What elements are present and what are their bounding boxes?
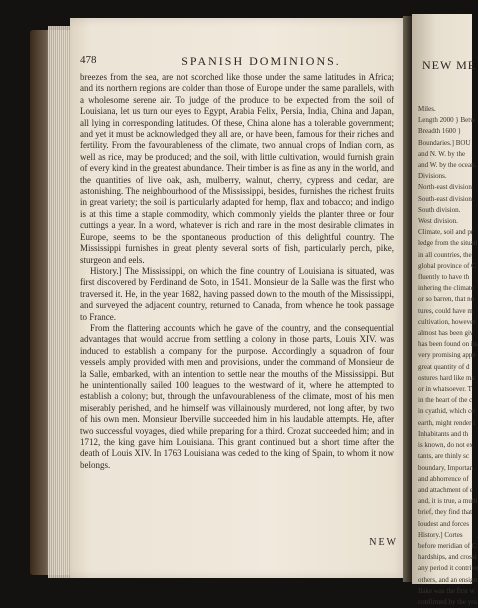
right-page-line: North-east division. — [418, 183, 474, 192]
right-page-line: loudest and forces — [418, 519, 469, 528]
right-page-line: tants, are thinly sc — [418, 452, 469, 461]
right-page-line: West division. — [418, 217, 458, 226]
right-page-line: in cyathid, which co — [418, 407, 475, 416]
left-page — [70, 18, 408, 578]
right-page-line: cultivation, however — [418, 317, 476, 326]
right-page-line: in the heart of the c — [418, 396, 473, 405]
paragraph-colonization: From the flattering accounts which he gave of the country, and the consequential advantages that would accrue from settling a colony in those parts, Louis XIV. was induced to establish a company for the purpose. Accordingly a squadron of four vessels amply provided with men and provisions, under the command of Monsieur de la Salle, embarked, with an intention to settle near the mouths of the Mississippi. But he unintentionally sailed 100 leagues to the westward of it, where he attempted to establish a colony; but, through the unfavourableness of the climate, most of his men miserably perished, and he himself was villainously murdered, not long after, by two of his own men. Monsieur Iberville succeeded him in his laudable attempts. He, after two successful voyages, died while preparing for a third. Crozat succeeded him; and in 1712, the king gave him Louisiana. This grant continued but a short time after the death of Louis XIV. In 1763 Louisiana was ceded to the king of Spain, to whom it now belongs. — [80, 322, 394, 470]
right-page-line: hardships, and crossi — [418, 553, 477, 562]
right-page-line: or in whatsoever. T — [418, 385, 472, 394]
right-page-line: inhering the climate — [418, 284, 474, 293]
right-page-line: South-east division. — [418, 194, 474, 203]
right-page-text — [418, 104, 478, 608]
right-page-line: and W. by the ocean. — [418, 161, 477, 170]
right-page-line: and abhorrence of — [418, 474, 469, 483]
right-running-title: NEW ME — [422, 58, 477, 72]
right-page-line: Miles. — [418, 105, 436, 113]
right-page-line: and attachment of e — [418, 485, 474, 494]
page-number: 478 — [80, 54, 97, 66]
right-page-line: brief, they find that — [418, 508, 473, 517]
right-page-line: Breadth 1600 } — [418, 127, 462, 136]
right-page-line: fluently to have th — [418, 273, 470, 282]
body-text — [80, 72, 394, 471]
catchword: NEW — [369, 537, 398, 548]
right-page-line: Divisions. — [418, 172, 447, 181]
right-page-line: and, it is true, a multi — [418, 497, 478, 506]
right-page-line: History.] Cortes — [418, 530, 463, 539]
paragraph-history: History.] The Mississippi, on which the fine country of Louisiana is situated, was first discovered by Ferdinand de Soto, in 1541. Monsieur de la Salle was the first who traversed it. He, in the year 1682, having passed down to the mouth of the Mississippi, and surveyed the adjacent country, returned to Canada, from whence he took passage to France. — [80, 265, 394, 322]
right-page-line: very promising appe — [418, 351, 476, 360]
right-page-line: before meridian of C — [418, 541, 477, 550]
right-page-line: in all countries, the — [418, 250, 472, 259]
right-page-line: confirmed by the yru — [418, 597, 477, 606]
right-page-line: almost has been giv — [418, 329, 474, 338]
right-page-line: global province of C — [418, 261, 476, 270]
right-page-line: Climate, soil and pr — [418, 228, 474, 237]
right-page-line: Ilake was the first w — [418, 586, 475, 595]
right-page-line: tures, could have m — [418, 306, 473, 315]
page-header — [80, 54, 402, 70]
right-page-line: Length 2000 } Betw — [418, 116, 476, 125]
right-page-line: ledge from the situati — [418, 239, 478, 248]
right-page-line: is known, do not ex — [418, 441, 474, 450]
paragraph-climate-produce: breezes from the sea, are not scorched like those under the same latitudes in Africa; and its northern regions are colder than those of Europe under the same parallels, with a wholesome serene air. To judge of the produce to be expected from the soil of Louisiana, let us turn our eyes to Egypt, Arabia Felix, Persia, India, China and Japan, all lying in corresponding latitudes. Of these, China alone has a tolerable government; and yet it must be acknowledged they all are, or have been, famous for their riches and fertility. From the favourableness of the climate, two annual crops of Indian corn, as well as rice, may be produced; and the soil, with little cultivation, would furnish grain of every kind in the greatest abundance. Their timber is as fine as any in the world, and the quantities of live oak, ash, mulberry, walnut, cherry, cypress and cedar, are astonishing. The neighbourhood of the Mississippi, besides, furnishes the richest fruits in great variety; the soil is particularly adapted for hemp, flax and tobacco; and indigo is at this time a staple commodity, which commonly yields the planter three or four cuttings a year. In a word, whatever is rich and rare in the most desirable climates in Europe, seems to be the spontaneous production of this delightful country. The Mississippi furnishes in great plenty several sorts of fish, particularly perch, pike, sturgeon and eels. — [80, 72, 394, 265]
right-page-line: South division. — [418, 205, 461, 214]
right-page-line: earth, might render t — [418, 418, 476, 427]
right-page-line: great quantity of d — [418, 362, 470, 371]
right-page-line: Boundaries.] BOU — [418, 138, 471, 147]
right-page-line: has been found on its — [418, 340, 478, 349]
right-page-line: others, and an ensign — [418, 575, 478, 584]
right-page-line: Inhabitants and th — [418, 429, 469, 438]
right-page-line: boundary, Importan — [418, 463, 474, 472]
right-page-line: and N. W. by the — [418, 149, 466, 158]
right-page-line: any period it contrive — [418, 564, 478, 573]
right-page — [412, 14, 478, 606]
right-page-line: or so barren, that no — [418, 295, 475, 304]
right-page-line: ostures hard like ma — [418, 373, 475, 382]
running-title: SPANISH DOMINIONS. — [181, 54, 341, 68]
